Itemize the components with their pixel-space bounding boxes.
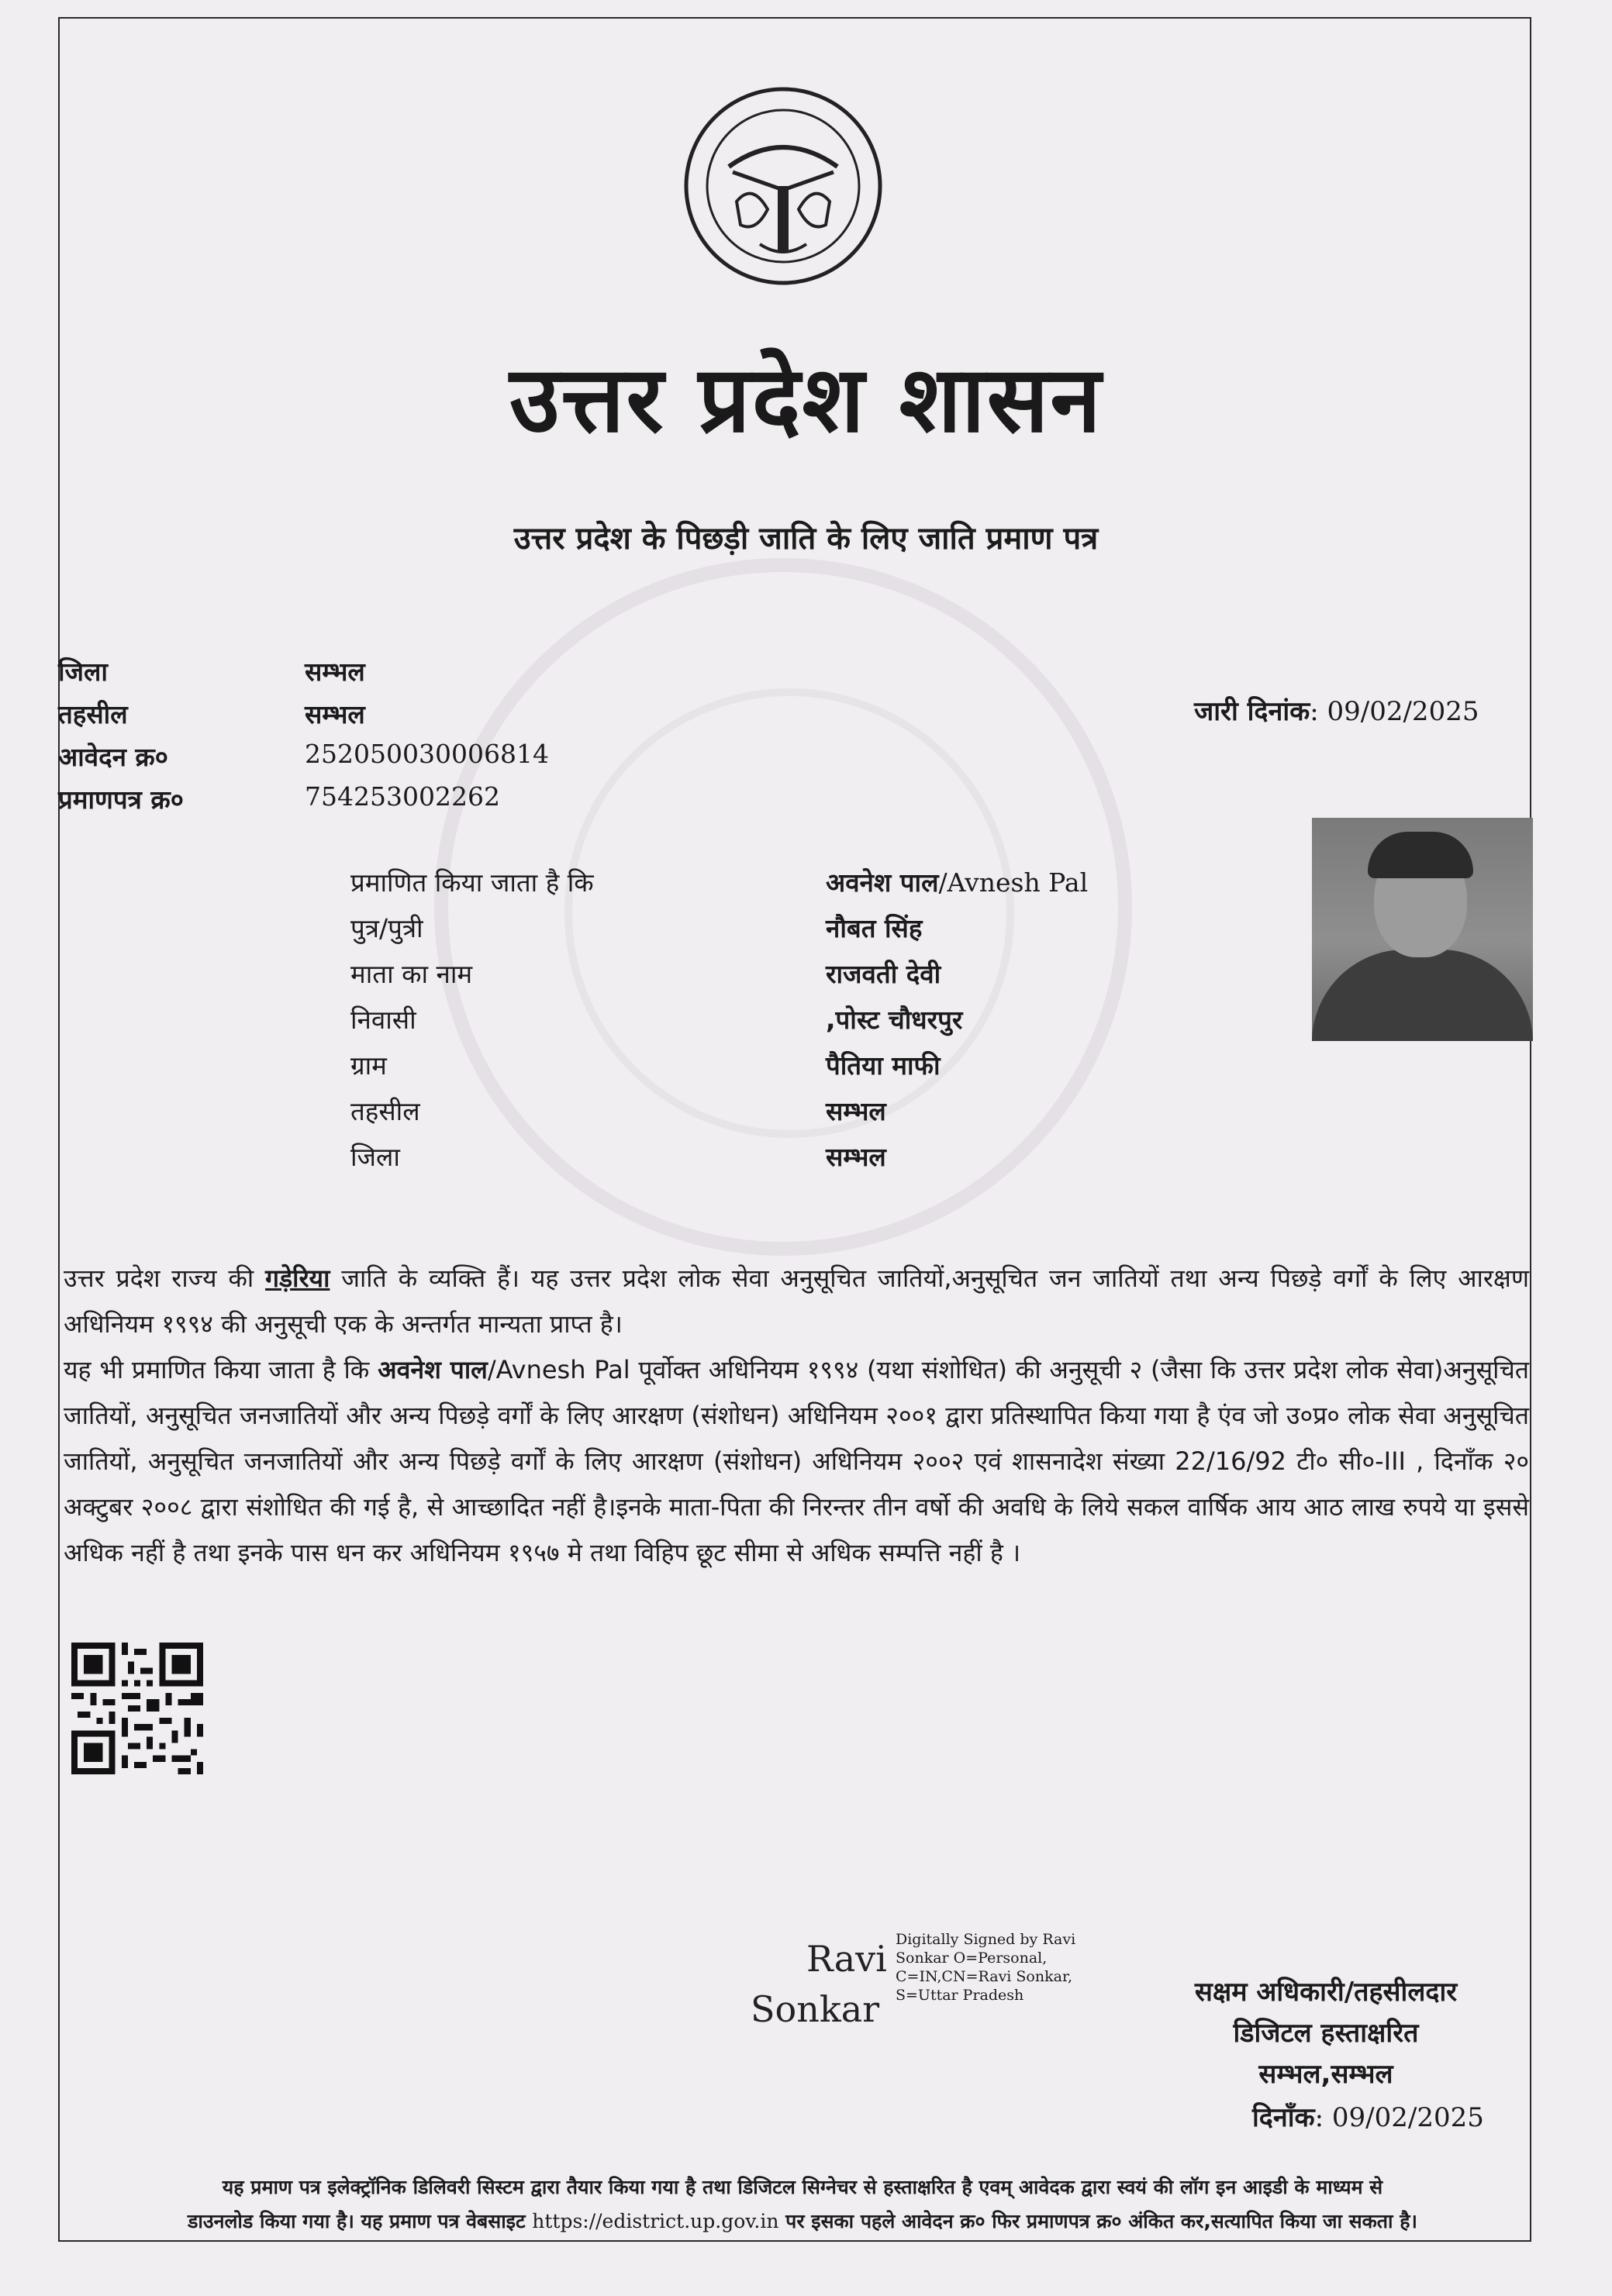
footer-line-1: यह प्रमाण पत्र इलेक्ट्रॉनिक डिलिवरी सिस्टम द्वारा तैयार किया गया है तथा डिजिटल सिग्नेचर से हस्ताक्षरित है एवम् आवेदक द्वारा स्वयं की लॉग इन आइडी के माध्यम से [222,2176,1383,2198]
officer-digital-signed: डिजिटल हस्ताक्षरित [1233,2018,1419,2049]
verification-link[interactable]: https://edistrict.up.gov.in [532,2210,779,2232]
meta-district-label: जिला [58,657,108,687]
relation-value: नौबत सिंह [826,913,923,943]
mother-label: माता का नाम [350,959,473,989]
officer-date [1252,2098,1484,2134]
relation-label: पुत्र/पुत्री [350,913,423,943]
applicant-name [826,864,1088,899]
signer-last-name: Sonkar [751,1988,880,2030]
applicant-photo [1312,818,1533,1041]
page-title: उत्तर प्रदेश शासन [509,346,1103,453]
detail-district-value: सम्भल [826,1142,886,1172]
resident-value: ,पोस्ट चौधरपुर [826,1005,963,1035]
certification-paragraph: यह भी प्रमाणित किया जाता है कि अवनेश पाल/Avnesh Pal पूर्वोक्त अधिनियम १९९४ (यथा संशोधित) की अनुसूची २ (जैसा कि उत्तर प्रदेश लोक सेवा)अनुसूचित जातियों, अनुसूचित जनजातियों और अन्य पिछड़े वर्गों के लिए आरक्षण (संशोधन) अधिनियम २००१ द्वारा प्रतिस्थापित किया गया है एंव जो उ०प्र० लोक सेवा अनुसूचित जातियों, अनुसूचित जनजातियों और अन्य पिछड़े वर्गों के लिए आरक्षण (संशोधन) अधिनियम २००२ एवं शासनादेश संख्या 22/16/92 टी० सी०-III , दिनाँक २० अक्टुबर २००८ द्वारा संशोधित की गई है, से आच्छादित नहीं है।इनके माता-पिता की निरन्तर तीन वर्षो की अवधि के लिये सकल वार्षिक आय आठ लाख रुपये या इससे अधिक नहीं है तथा इनके पास धन कर अधिनियम १९५७ मे तथा विहिप छूट सीमा से अधिक सम्पत्ति नहीं है । [64,1355,1530,1567]
officer-designation: सक्षम अधिकारी/तहसीलदार [1194,1977,1458,2008]
verification-footer [74,2170,1531,2239]
issue-date-value: : 09/02/2025 [1310,696,1479,727]
caste-paragraph: उत्तर प्रदेश राज्य की गड़ेरिया जाति के व्यक्ति हैं। यह उत्तर प्रदेश लोक सेवा अनुसूचित जातियों,अनुसूचित जन जातियों तथा अन्य पिछड़े वर्गों के लिए आरक्षण अधिनियम १९९४ की अनुसूची एक के अन्तर्गत मान्यता प्राप्त है। [64,1263,1529,1339]
meta-application-value: 252050030006814 [305,739,549,769]
village-label: ग्राम [350,1050,387,1081]
meta-district-value: सम्भल [305,657,365,687]
issue-date [1194,692,1479,728]
village-value: पैतिया माफी [826,1050,941,1081]
detail-tehsil-value: सम्भल [826,1096,886,1126]
caste-name: गड़ेरिया [265,1263,330,1293]
certified-person-name: अवनेश पाल [378,1355,488,1384]
applicant-name-hindi: अवनेश पाल [826,867,939,898]
officer-date-value: : 09/02/2025 [1314,2102,1484,2133]
officer-date-label: दिनाँक [1252,2102,1315,2133]
state-emblem-icon [675,85,892,287]
meta-tehsil-value: सम्भल [305,699,365,729]
digital-signature-note: Digitally Signed by Ravi Sonkar O=Personal, C=IN,CN=Ravi Sonkar, S=Uttar Pradesh [896,1931,1076,2004]
detail-tehsil-label: तहसील [350,1096,420,1126]
meta-application-label: आवेदन क्र० [58,742,168,772]
mother-value: राजवती देवी [826,959,941,989]
officer-location: सम्भल,सम्भल [1258,2059,1393,2090]
resident-label: निवासी [350,1005,416,1035]
qr-code[interactable] [71,1642,203,1775]
meta-tehsil-label: तहसील [58,699,128,729]
meta-certificate-value: 754253002262 [305,781,500,812]
meta-certificate-label: प्रमाणपत्र क्र० [58,784,184,815]
certificate-subtitle: उत्तर प्रदेश के पिछड़ी जाति के लिए जाति प्रमाण पत्र [513,521,1099,557]
issue-date-label: जारी दिनांक [1194,696,1310,727]
detail-district-label: जिला [350,1142,400,1172]
footer-line-2: डाउनलोड किया गया है। यह प्रमाण पत्र वेबसाइट https://edistrict.up.gov.in पर इसका पहले आवेदन क्र० फिर प्रमाणपत्र क्र० अंकित कर,सत्यापित किया जा सकता है। [188,2210,1417,2232]
signer-first-name: Ravi [806,1938,887,1980]
applicant-name-english: /Avnesh Pal [938,867,1089,898]
watermark-emblem [434,558,1132,1256]
certified-label: प्रमाणित किया जाता है कि [350,867,594,898]
